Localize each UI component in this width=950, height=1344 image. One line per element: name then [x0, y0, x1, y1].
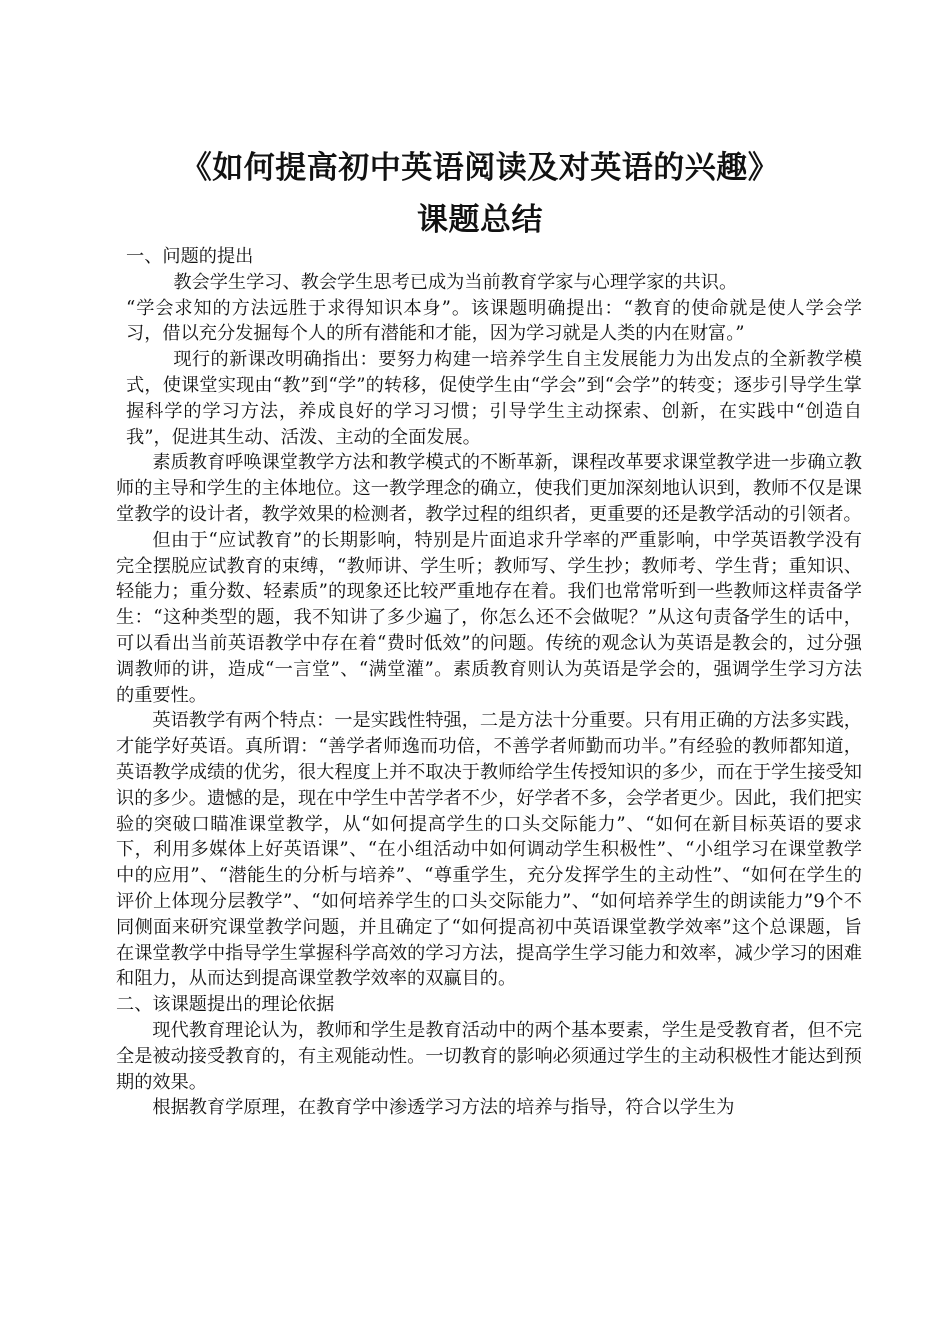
paragraph: 现代教育理论认为，教师和学生是教育活动中的两个基本要素，学生是受教育者，但不完全是被动接受教育的，有主观能动性。一切教育的影响必须通过学生的主动积极性才能达到预期的效果。 — [116, 1019, 862, 1093]
document-body — [116, 244, 862, 1121]
document-title: 《如何提高初中英语阅读及对英语的兴趣》 — [180, 150, 780, 186]
paragraph: 素质教育呼唤课堂教学方法和教学模式的不断革新，课程改革要求课堂教学进一步确立教师的主导和学生的主体地位。这一教学理念的确立，使我们更加深刻地认识到，教师不仅是课堂教学的设计者，教学效果的检测者，教学过程的组织者，更重要的还是教学活动的引领者。 — [116, 452, 862, 525]
paragraph: “学会求知的方法远胜于求得知识本身”。该课题明确提出：“教育的使命就是使人学会学习，借以充分发掘每个人的所有潜能和才能，因为学习就是人类的内在财富。” — [126, 297, 862, 345]
document-subtitle: 课题总结 — [417, 202, 543, 238]
paragraph: 教会学生学习、教会学生思考已成为当前教育学家与心理学家的共识。 — [173, 271, 738, 293]
section-heading-1: 一、问题的提出 — [126, 246, 254, 267]
section-heading-2: 二、该课题提出的理论依据 — [116, 994, 335, 1016]
paragraph: 英语教学有两个特点：一是实践性特强，二是方法十分重要。只有用正确的方法多实践，才能学好英语。真所谓：“善学者师逸而功倍，不善学者师勤而功半。”有经验的教师都知道，英语教学成绩的优劣，很大程度上并不取决于教师给学生传授知识的多少，而在于学生接受知识的多少。遗憾的是，现在中学生中苦学者不少，好学者不多，会学者更少。因此，我们把实验的突破口瞄准课堂教学，从“如何提高学生的口头交际能力”、“如何在新目标英语的要求下，利用多媒体上好英语课”、“在小组活动中如何调动学生积极性”、“小组学习在课堂教学中的应用”、“潜能生的分析与培养”、“尊重学生，充分发挥学生的主动性”、“如何在学生的评价上体现分层教学”、“如何培养学生的口头交际能力”、“如何培养学生的朗读能力”9个不同侧面来研究课堂教学问题，并且确定了“如何提高初中英语课堂教学效率”这个总课题，旨在课堂教学中指导学生掌握科学高效的学习方法，提高学生学习能力和效率，减少学习的困难和阻力，从而达到提高课堂教学效率的双赢目的。 — [116, 710, 862, 990]
paragraph: 根据教育学原理，在教育学中渗透学习方法的培养与指导，符合以学生为 — [152, 1097, 735, 1119]
paragraph: 现行的新课改明确指出：要努力构建一培养学生自主发展能力为出发点的全新教学模式，使课堂实现由“教”到“学”的转移，促使学生由“学会”到“会学”的转变；逐步引导学生掌握科学的学习方法，养成良好的学习习惯；引导学生主动探索、创新，在实践中“创造自我”，促进其生动、活泼、主动的全面发展。 — [126, 349, 862, 448]
paragraph: 但由于“应试教育”的长期影响，特别是片面追求升学率的严重影响，中学英语教学没有完全摆脱应试教育的束缚，“教师讲、学生听；教师写、学生抄；教师考、学生背；重知识、轻能力；重分数、轻素质”的现象还比较严重地存在着。我们也常常听到一些教师这样责备学生：“这种类型的题，我不知讲了多少遍了，你怎么还不会做呢？”从这句责备学生的话中，可以看出当前英语教学中存在着“费时低效”的问题。传统的观念认为英语是教会的，过分强调教师的讲，造成“一言堂”、“满堂灌”。素质教育则认为英语是学会的，强调学生学习方法的重要性。 — [116, 529, 862, 706]
